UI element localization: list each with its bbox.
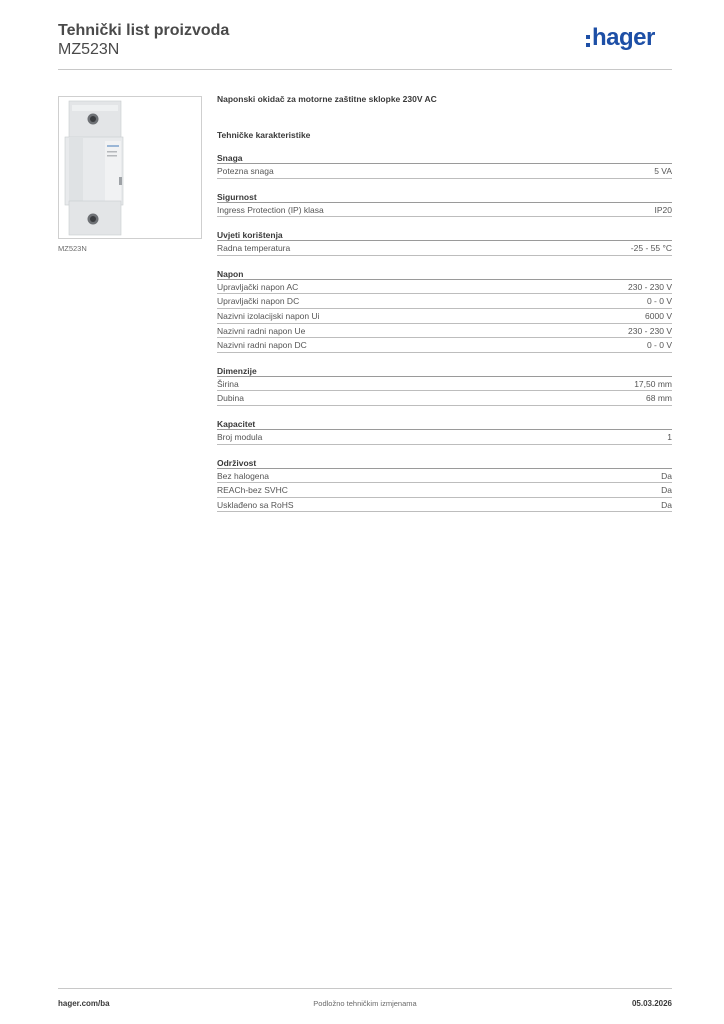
spec-group-title: Sigurnost — [217, 191, 672, 203]
spec-label: Širina — [217, 378, 239, 389]
spec-label: REACh-bez SVHC — [217, 485, 288, 496]
spec-label: Bez halogena — [217, 470, 269, 481]
spec-label: Potezna snaga — [217, 166, 274, 176]
page-footer — [58, 988, 672, 1012]
spec-row — [217, 280, 672, 295]
spec-group — [217, 457, 672, 513]
spec-label: Broj modula — [217, 431, 263, 442]
spec-row — [217, 338, 672, 353]
spec-value: 0 - 0 V — [646, 340, 672, 351]
spec-label: Upravljački napon AC — [217, 281, 299, 292]
spec-group-title: Kapacitet — [217, 418, 672, 430]
hager-logo — [586, 24, 672, 54]
spec-row — [217, 203, 672, 218]
spec-label: Upravljački napon DC — [217, 296, 300, 307]
spec-group-title: Napon — [217, 268, 672, 280]
page-header — [58, 22, 672, 70]
spec-row — [217, 294, 672, 309]
spec-label: Radna temperatura — [217, 243, 291, 254]
spec-value: Da — [661, 485, 672, 496]
specs-column — [217, 94, 672, 512]
spec-value: 0 - 0 V — [646, 296, 672, 307]
spec-row — [217, 241, 672, 256]
spec-row — [217, 430, 672, 445]
spec-value: Da — [661, 470, 672, 481]
spec-row — [217, 483, 672, 498]
document-subtitle: MZ523N — [58, 41, 120, 58]
product-image-caption: MZ523N — [58, 244, 87, 253]
spec-value: -25 - 55 °C — [630, 243, 672, 254]
product-image — [58, 96, 202, 239]
spec-group — [217, 268, 672, 353]
spec-value: 230 - 230 V — [628, 281, 672, 292]
spec-label: Usklađeno sa RoHS — [217, 499, 294, 510]
spec-row — [217, 469, 672, 484]
document-title: Tehnički list proizvoda — [58, 22, 230, 39]
footer-note: Podložno tehničkim izmjenama — [313, 999, 417, 1008]
spec-label: Dubina — [217, 393, 244, 404]
spec-value: 6000 V — [645, 310, 672, 321]
spec-value: IP20 — [654, 204, 672, 215]
product-photo-icon — [59, 97, 201, 238]
spec-group — [217, 418, 672, 445]
spec-value: 230 - 230 V — [628, 325, 672, 336]
spec-value: 68 mm — [646, 393, 672, 404]
spec-value: 5 VA — [654, 166, 672, 176]
spec-value: 17,50 mm — [634, 378, 672, 389]
footer-website-link[interactable]: hager.com/ba — [58, 999, 110, 1008]
spec-label: Nazivni radni napon Ue — [217, 325, 306, 336]
logo-wordmark: hager — [592, 24, 655, 51]
spec-value: Da — [661, 499, 672, 510]
spec-groups — [217, 152, 672, 512]
spec-group-title: Dimenzije — [217, 365, 672, 377]
spec-row — [217, 164, 672, 179]
spec-group-title: Održivost — [217, 457, 672, 469]
spec-row — [217, 498, 672, 513]
spec-group-title: Uvjeti korištenja — [217, 229, 672, 241]
product-name: Naponski okidač za motorne zaštitne sklopke 230V AC — [217, 94, 437, 104]
spec-label: Ingress Protection (IP) klasa — [217, 204, 324, 215]
spec-label: Nazivni radni napon DC — [217, 340, 307, 351]
spec-group — [217, 191, 672, 218]
spec-row — [217, 309, 672, 324]
spec-group — [217, 152, 672, 179]
spec-group — [217, 365, 672, 406]
spec-row — [217, 324, 672, 339]
spec-group-title: Snaga — [217, 152, 672, 164]
specs-section-title: Tehničke karakteristike — [217, 130, 311, 140]
spec-label: Nazivni izolacijski napon Ui — [217, 310, 320, 321]
spec-value: 1 — [667, 431, 672, 442]
spec-row — [217, 377, 672, 392]
spec-group — [217, 229, 672, 256]
logo-dots-icon — [586, 35, 591, 48]
footer-date: 05.03.2026 — [631, 999, 672, 1008]
spec-row — [217, 391, 672, 406]
